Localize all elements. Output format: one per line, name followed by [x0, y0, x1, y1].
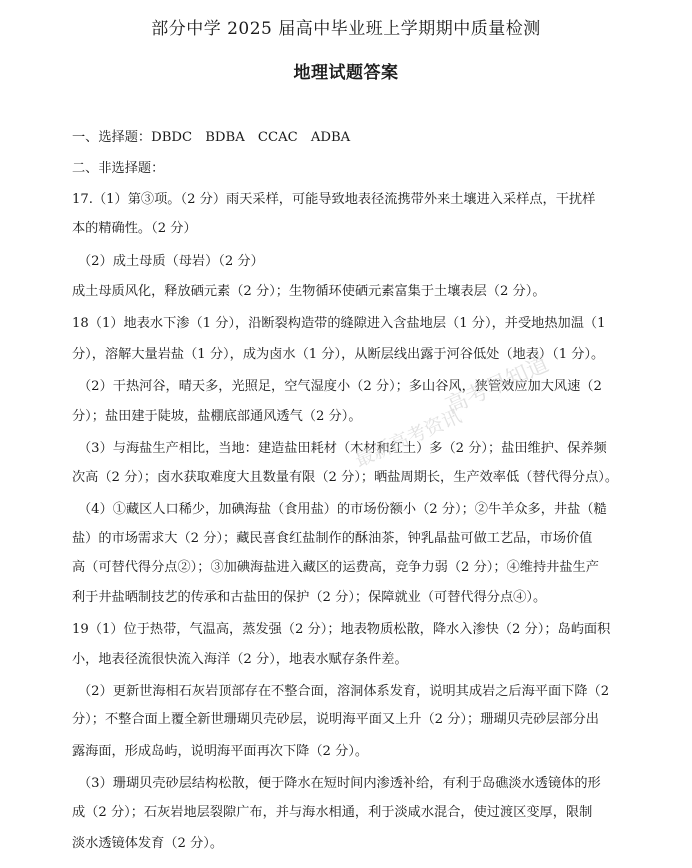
answer-line: （2）更新世海相石灰岩顶部存在不整合面，溶洞体系发育，说明其成岩之后海平面下降（2	[78, 684, 610, 699]
answer-line: 分），溶解大量岩盐（1 分），成为卤水（1 分），从断层线出露于河谷低处（地表）（1 分）。	[72, 347, 605, 362]
answer-line: 露海面，形成岛屿，说明海平面再次下降（2 分）。	[72, 744, 369, 759]
answer-line: 次高（2 分）；卤水获取难度大且数量有限（2 分）；晒盐周期长，生产效率低（替代得分点）。	[72, 470, 619, 485]
answer-line: 分）；盐田建于陡坡，盐棚底部通风透气（2 分）。	[72, 409, 362, 424]
answer-line: （2）成土母质（母岩）（2 分）	[78, 254, 264, 269]
answer-line: （3）珊瑚贝壳砂层结构松散，便于降水在短时间内渗透补给，有利于岛礁淡水透镜体的形	[78, 776, 601, 791]
answer-line: 二、非选择题：	[72, 161, 165, 176]
answer-line: （3）与海盐生产相比，当地：建造盐田耗材（木材和红土）多（2 分）；盐田维护、保养频	[78, 441, 607, 456]
answer-line: 小，地表径流很快流入海洋（2 分），地表水赋存条件差。	[72, 652, 408, 667]
answer-line: 成（2 分）；石灰岩地层裂隙广布，并与海水相通，利于淡咸水混合，使过渡区变厚，限制	[72, 805, 593, 820]
answer-line: 成土母质风化，释放硒元素（2 分）；生物循环使硒元素富集于土壤表层（2 分）。	[72, 284, 546, 299]
answer-line: 分）；不整合面上覆全新世珊瑚贝壳砂层，说明海平面又上升（2 分）；珊瑚贝壳砂层部分出	[72, 712, 599, 727]
answer-line: 盐）的市场需求大（2 分）；藏民喜食红盐制作的酥油茶，钟乳晶盐可做工艺品，市场价值	[72, 531, 593, 546]
answer-line: 19（1）位于热带，气温高，蒸发强（2 分）；地表物质松散，降水入渗快（2 分）；岛屿面积	[72, 622, 611, 637]
answer-line: （2）干热河谷，晴天多，光照足，空气湿度小（2 分）；多山谷风，狭管效应加大风速（2	[78, 379, 602, 394]
answer-line: 利于井盐晒制技艺的传承和古盐田的保护（2 分）；保障就业（可替代得分点④）。	[72, 590, 547, 605]
answer-line: 高（可替代得分点②）；③加碘海盐进入藏区的运费高，竞争力弱（2 分）；④维持井盐生产	[72, 560, 599, 575]
answer-line: 一、选择题：DBDC BDBA CCAC ADBA	[72, 130, 351, 145]
answer-line: 淡水透镜体发育（2 分）。	[72, 836, 224, 851]
watermark-text: 高考早知道	[442, 351, 553, 420]
answer-line: 本的精确性。（2 分）	[72, 221, 197, 236]
watermark-text: 最新高考资讯	[351, 405, 465, 472]
page-subtitle: 地理试题答案	[293, 63, 399, 83]
answer-line: （4）①藏区人口稀少，加碘海盐（食用盐）的市场份额小（2 分）；②牛羊众多，井盐（糙	[78, 502, 607, 517]
page-title: 部分中学 2025 届高中毕业班上学期期中质量检测	[151, 19, 541, 39]
answer-line: 17.（1）第③项。（2 分）雨天采样，可能导致地表径流携带外来土壤进入采样点，干扰样	[72, 192, 596, 207]
answer-line: 18（1）地表水下渗（1 分），沿断裂构造带的缝隙进入含盐地层（1 分），并受地热加温（1	[72, 316, 606, 331]
